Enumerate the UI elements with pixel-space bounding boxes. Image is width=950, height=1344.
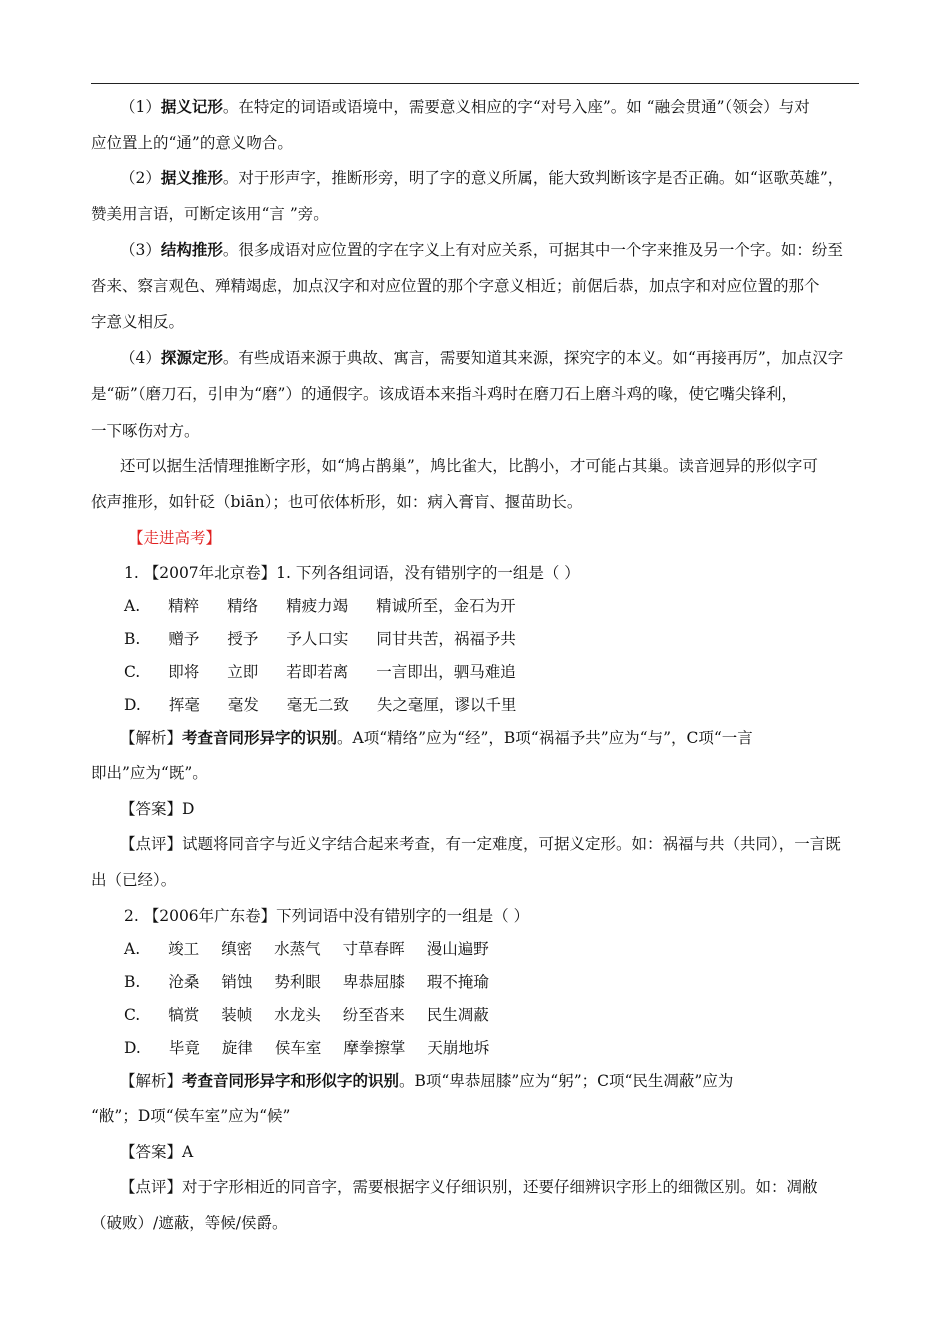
para3-line3: 字意义相反。 — [91, 313, 185, 331]
q1-answer: 【答案】D — [120, 800, 195, 818]
para4-line2: 是“砺”（磨刀石，引申为“磨”）的通假字。该成语本来指斗鸡时在磨刀石上磨斗鸡的喙，使它嘴尖锋利， — [91, 385, 797, 403]
word: 摩拳擦掌 — [343, 1039, 406, 1057]
para4-line3: 一下啄伤对方。 — [91, 422, 200, 440]
q1-analysis-line2: 即出”应为“既”。 — [91, 764, 208, 782]
word: 精粹 — [168, 597, 200, 615]
word: 缜密 — [221, 940, 253, 958]
q1-option-c — [124, 661, 516, 683]
para1-term: 据义记形 — [160, 97, 223, 116]
para3-line2: 沓来、察言观色、殚精竭虑，加点汉字和对应位置的那个字意义相近；前倨后恭，加点字和对应位置的那个 — [91, 277, 820, 295]
option-letter: C. — [124, 663, 141, 681]
q2-analysis-line1 — [120, 1070, 733, 1092]
word: 装帧 — [221, 1006, 253, 1024]
analysis-text: 。B项“卑恭屈膝”应为“躬”；C项“民生凋蔽”应为 — [399, 1072, 734, 1090]
analysis-text: 。A项“精络”应为“经”，B项“祸福予共”应为“与”，C项“一言 — [337, 729, 753, 747]
q2-answer: 【答案】A — [120, 1143, 194, 1161]
word: 水蒸气 — [274, 940, 321, 958]
q2-comment-line1: 【点评】对于字形相近的同音字，需要根据字义仔细识别，还要仔细辨识字形上的细微区别。如：凋敝 — [120, 1178, 818, 1196]
word: 失之毫厘，谬以千里 — [376, 696, 517, 714]
para2-line1 — [120, 167, 843, 189]
word: 犒赏 — [168, 1006, 200, 1024]
word: 赠予 — [168, 630, 200, 648]
analysis-label: 【解析】 — [120, 1072, 183, 1090]
word: 毕竟 — [168, 1039, 200, 1057]
word: 侯车室 — [274, 1039, 322, 1057]
word: 予人口实 — [286, 630, 349, 648]
analysis-key: 考查音同形异字和形似字的识别 — [182, 1071, 400, 1090]
word: 卑恭屈膝 — [342, 973, 405, 991]
q2-option-a — [124, 938, 489, 960]
para1-text: 。在特定的词语或语境中，需要意义相应的字“对号入座”。如 “融会贯通”（领会）与对 — [222, 98, 810, 116]
word: 销蚀 — [221, 973, 253, 991]
q2-option-b — [124, 971, 489, 993]
word: 毫发 — [227, 696, 259, 714]
para1-line2: 应位置上的“通”的意义吻合。 — [91, 134, 293, 152]
word: 纷至沓来 — [342, 1006, 405, 1024]
word: 势利眼 — [274, 973, 321, 991]
q1-analysis-line1 — [120, 727, 753, 749]
word: 毫无二致 — [286, 696, 349, 714]
q2-stem: 2. 【2006年广东卷】下列词语中没有错别字的一组是（ ） — [124, 907, 530, 925]
para5-line2: 依声推形，如针砭（biān）；也可依体析形，如：病入膏肓、揠苗助长。 — [91, 493, 583, 511]
option-letter: C. — [124, 1006, 141, 1024]
option-letter: B. — [124, 630, 141, 648]
option-letter: B. — [124, 973, 141, 991]
para1-num: （1） — [120, 98, 161, 116]
q2-analysis-line2: “敝”；D项“侯车室”应为“候” — [91, 1107, 291, 1125]
q2-option-c — [124, 1004, 489, 1026]
word: 漫山遍野 — [426, 940, 489, 958]
analysis-key: 考查音同形异字的识别 — [182, 728, 338, 747]
q1-comment-line2: 出（已经）。 — [91, 871, 177, 889]
para3-term: 结构推形 — [160, 240, 223, 259]
word: 挥毫 — [168, 696, 200, 714]
word: 寸草春晖 — [342, 940, 405, 958]
para4-text: 。有些成语来源于典故、寓言，需要知道其来源，探究字的本义。如“再接再厉”，加点汉字 — [222, 349, 844, 367]
q1-option-a — [124, 595, 516, 617]
word: 民生凋蔽 — [426, 1006, 489, 1024]
word: 竣工 — [168, 940, 200, 958]
analysis-label: 【解析】 — [120, 729, 183, 747]
word: 精诚所至，金石为开 — [376, 597, 516, 615]
option-letter: A. — [124, 597, 141, 615]
word: 即将 — [168, 663, 200, 681]
header-rule — [91, 83, 859, 84]
para4-line1 — [120, 347, 843, 369]
q1-stem: 1. 【2007年北京卷】1. 下列各组词语，没有错别字的一组是（ ） — [124, 564, 580, 582]
q2-comment-line2: （破败）/遮蔽，等候/侯爵。 — [91, 1214, 288, 1232]
word: 瑕不掩瑜 — [426, 973, 489, 991]
word: 天崩地坼 — [427, 1039, 490, 1057]
word: 一言即出，驷马难追 — [376, 663, 516, 681]
q1-option-b — [124, 628, 516, 650]
word: 水龙头 — [274, 1006, 321, 1024]
para4-term: 探源定形 — [160, 348, 223, 367]
option-letter: A. — [124, 940, 141, 958]
para3-num: （3） — [120, 241, 161, 259]
q1-option-d — [124, 694, 516, 716]
para2-line2: 赞美用言语，可断定该用“言 ”旁。 — [91, 205, 329, 223]
word: 立即 — [227, 663, 259, 681]
para2-num: （2） — [120, 169, 161, 187]
para3-line1 — [120, 239, 843, 261]
word: 沧桑 — [168, 973, 200, 991]
word: 精络 — [227, 597, 259, 615]
para1-line1 — [120, 96, 810, 118]
q1-comment-line1: 【点评】试题将同音字与近义字结合起来考查，有一定难度，可据义定形。如：祸福与共（共同），一言既 — [120, 835, 841, 853]
word: 授予 — [227, 630, 259, 648]
word: 旋律 — [221, 1039, 253, 1057]
para2-term: 据义推形 — [160, 168, 223, 187]
para5-line1: 还可以据生活情理推断字形，如“鸠占鹊巢”，鸠比雀大，比鹊小，才可能占其巢。读音迥异的形似字可 — [120, 457, 818, 475]
option-letter: D. — [124, 696, 141, 714]
word: 同甘共苦，祸福予共 — [376, 630, 516, 648]
word: 若即若离 — [286, 663, 349, 681]
para3-text: 。很多成语对应位置的字在字义上有对应关系，可据其中一个字来推及另一个字。如：纷至 — [222, 241, 843, 259]
para2-text: 。对于形声字，推断形旁，明了字的意义所属，能大致判断该字是否正确。如“讴歌英雄”， — [222, 169, 844, 187]
para4-num: （4） — [120, 349, 161, 367]
word: 精疲力竭 — [286, 597, 349, 615]
option-letter: D. — [124, 1039, 141, 1057]
section-heading: 【走进高考】 — [128, 529, 222, 547]
q2-option-d — [124, 1037, 489, 1059]
